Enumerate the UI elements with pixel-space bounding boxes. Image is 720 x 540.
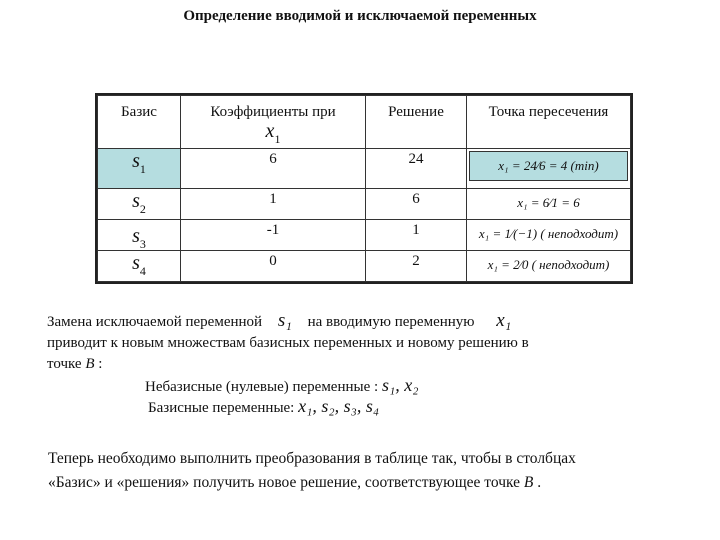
coef-cell: -1 [181, 220, 366, 251]
header-intersection: Точка пересечения [467, 96, 631, 149]
basis-letter: s [132, 252, 140, 275]
basic-label: Базисные переменные: [148, 400, 295, 416]
basis-cell [98, 251, 181, 282]
basic-line [148, 396, 379, 419]
text-p3: точке [47, 356, 82, 372]
text-p1a: Замена исключаемой переменной [47, 314, 263, 330]
basis-cell [98, 220, 181, 251]
coef-cell: 0 [181, 251, 366, 282]
basis-var [132, 252, 146, 279]
solution-cell: 24 [366, 149, 467, 189]
point-cell [467, 149, 631, 189]
basis-sub: 1 [139, 162, 146, 176]
text-p2: приводит к новым множествам базисных переменных и новому решению в [47, 335, 529, 351]
simplex-table [95, 93, 633, 284]
point-formula: x₁ = 1⁄(−1) ( неподходит) [467, 220, 631, 251]
basis-var [132, 225, 146, 252]
basis-cell [98, 189, 181, 220]
nonbasic-line [145, 375, 418, 398]
point-formula: x₁ = 2⁄0 ( неподходит) [467, 251, 631, 282]
solution-cell: 6 [366, 189, 467, 220]
header-coefficients [181, 96, 366, 149]
basis-letter: s [132, 150, 140, 172]
solution-cell: 2 [366, 251, 467, 282]
var-s1: s₁ [277, 310, 292, 331]
paragraph-replacement: Замена исключаемой переменной s₁ на вводимую переменную x₁ приводит к новым множествам базисных переменных и новому решению в точке B : [47, 310, 529, 372]
point-formula: x₁ = 6⁄1 = 6 [467, 189, 631, 220]
basis-sub: 3 [139, 237, 146, 252]
table-row [98, 149, 631, 189]
header-var [265, 120, 281, 146]
header-coef-label: Коэффициенты при [210, 104, 336, 120]
basis-letter: s [132, 225, 140, 248]
point-formula: x₁ = 24⁄6 = 4 (min) [469, 151, 628, 181]
point-b: B [85, 356, 95, 372]
text-p4: Теперь необходимо выполнить преобразования в таблице так, чтобы в столбцах [48, 450, 576, 467]
text-p1b: на вводимую переменную [307, 314, 475, 330]
basis-letter: s [132, 190, 140, 213]
header-var-sub: 1 [274, 132, 281, 146]
header-solution: Решение [366, 96, 467, 149]
coef-cell: 1 [181, 189, 366, 220]
table-row [98, 251, 631, 282]
basis-var [132, 150, 146, 176]
header-var-letter: x [265, 120, 275, 142]
nonbasic-vars: s₁, x₂ [381, 375, 419, 395]
coef-cell: 6 [181, 149, 366, 189]
table-row [98, 220, 631, 251]
basic-vars: x₁, s₂, s₃, s₄ [298, 396, 380, 416]
paragraph-next-step: Теперь необходимо выполнить преобразования в таблице так, чтобы в столбцах «Базис» и «решения» получить новое решение, соответствующее точке B . [48, 450, 576, 491]
point-b-2: B [523, 474, 534, 491]
basis-sub: 4 [139, 264, 146, 279]
var-x1: x₁ [496, 310, 512, 331]
basis-sub: 2 [139, 202, 146, 217]
slide-title: Определение вводимой и исключаемой переменных [183, 8, 537, 24]
solution-cell: 1 [366, 220, 467, 251]
table-row [98, 189, 631, 220]
nonbasic-label: Небазисные (нулевые) переменные : [145, 379, 379, 395]
header-basis: Базис [98, 96, 181, 149]
table-header-row [98, 96, 631, 149]
basis-var [132, 190, 146, 217]
basis-cell [98, 149, 181, 189]
text-p5: «Базис» и «решения» получить новое решение, соответствующее точке [48, 474, 521, 491]
